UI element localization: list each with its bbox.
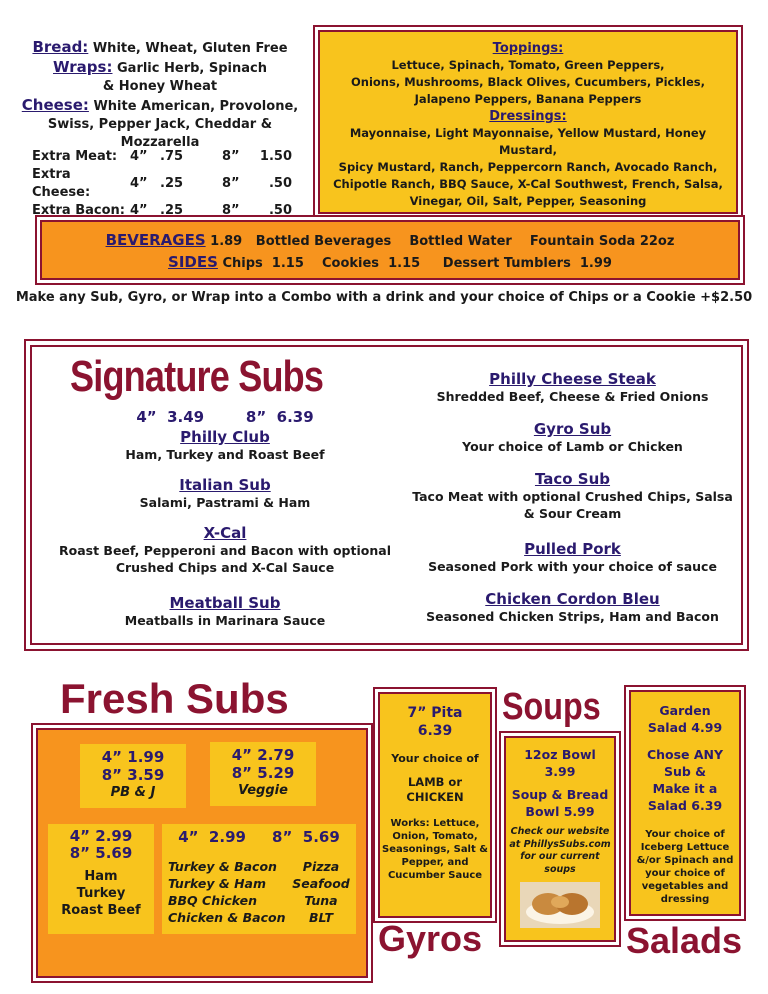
item-name: Philly Club xyxy=(180,428,270,446)
cheese-label: Cheese: xyxy=(21,96,89,114)
item-name: Taco Sub xyxy=(534,470,611,488)
price-line: 3.99 xyxy=(544,764,576,779)
signature-left-column xyxy=(40,428,410,629)
wraps-text: Garlic Herb, Spinach xyxy=(117,61,267,76)
gyro-choice: Your choice of xyxy=(391,752,479,765)
dressings-line: Chipotle Ranch, BBQ Sauce, X-Cal Southwest, French, Salsa, xyxy=(333,177,723,191)
signature-prices: 4” 3.49 8” 6.39 xyxy=(136,408,314,426)
extra-price: .25 xyxy=(160,203,184,218)
price-line: Bowl 5.99 xyxy=(525,804,595,819)
salad-desc: &/or Spinach and xyxy=(636,855,734,866)
gyros-box xyxy=(378,692,492,918)
ham-box xyxy=(48,824,154,934)
menu-item xyxy=(40,428,410,476)
item-desc: Crushed Chips and X-Cal Sauce xyxy=(115,560,335,575)
extra-row xyxy=(32,202,292,220)
cheese-text: White American, Provolone, xyxy=(93,99,299,114)
extra-price: .25 xyxy=(160,176,184,191)
item-name: Ham xyxy=(84,869,118,884)
dressings-line: Vinegar, Oil, Salt, Pepper, Seasoning xyxy=(409,194,647,208)
price-line: 12oz Bowl xyxy=(524,747,596,762)
gyro-option: CHICKEN xyxy=(406,790,464,804)
item-name: Tuna xyxy=(304,893,338,908)
toppings-line: Jalapeno Peppers, Banana Peppers xyxy=(414,92,642,106)
extra-size: 4” xyxy=(130,203,148,218)
salad-desc: vegetables and xyxy=(641,881,729,892)
extra-price: .50 xyxy=(268,176,292,191)
item-name: BLT xyxy=(309,910,333,925)
menu-item xyxy=(400,470,745,540)
dressings-line: Mayonnaise, Light Mayonnaise, Yellow Mustard, Honey Mustard, xyxy=(349,126,707,157)
gyros-title: Gyros xyxy=(378,918,483,959)
menu-item xyxy=(400,540,745,590)
extra-price: .75 xyxy=(160,149,184,164)
price-line: 8” 5.69 xyxy=(69,844,133,862)
item-name: PB & J xyxy=(110,785,156,800)
extra-row xyxy=(32,148,292,166)
beverages-text: 1.89 Bottled Beverages Bottled Water Fountain Soda 22oz xyxy=(210,234,675,249)
item-name: Philly Cheese Steak xyxy=(489,370,656,388)
extra-size: 8” xyxy=(222,203,240,218)
price-line: 8” 3.59 xyxy=(101,766,165,784)
price-line: 7” Pita xyxy=(407,705,463,721)
gyro-works: Works: Lettuce, xyxy=(390,818,480,829)
toppings-box xyxy=(318,30,738,214)
price-line: 6.39 xyxy=(417,723,453,739)
menu-item xyxy=(40,594,410,629)
item-desc: Seasoned Pork with your choice of sauce xyxy=(428,559,717,574)
item-desc: Taco Meat with optional Crushed Chips, Salsa xyxy=(412,489,733,504)
item-name: BBQ Chicken xyxy=(168,893,258,908)
menu-item xyxy=(40,524,410,594)
gyro-works: Seasonings, Salt & xyxy=(382,844,488,855)
extra-price: 1.50 xyxy=(259,149,292,164)
soup-bowl-image xyxy=(520,882,600,928)
dressings-heading: Dressings: xyxy=(489,109,567,124)
wraps-text-2: & Honey Wheat xyxy=(102,79,218,94)
price-line: 4” 2.79 xyxy=(231,746,295,764)
soup-note: for our current xyxy=(520,851,600,862)
menu-item xyxy=(40,476,410,524)
item-name: Pizza xyxy=(302,859,340,874)
salad-desc: dressing xyxy=(660,894,710,905)
salad-desc: your choice of xyxy=(645,868,725,879)
extra-name: Extra Cheese: xyxy=(32,167,91,200)
price-line: Salad 6.39 xyxy=(647,798,723,813)
beverages-heading: BEVERAGES xyxy=(105,231,206,249)
item-name: X-Cal xyxy=(203,524,247,542)
soup-note: soups xyxy=(544,863,576,875)
item-name: Turkey & Ham xyxy=(168,876,266,891)
combo-left-list xyxy=(168,858,285,926)
extra-name: Extra Bacon: xyxy=(32,203,125,218)
extra-name: Extra Meat: xyxy=(32,149,118,164)
combo-note: Make any Sub, Gyro, or Wrap into a Combo with a drink and your choice of Chips or a Cookie +$2.50 xyxy=(15,290,753,305)
price-line: Soup & Bread xyxy=(511,787,609,802)
veggie-box xyxy=(210,742,316,806)
item-desc: & Sour Cream xyxy=(523,506,622,521)
gyro-works: Cucumber Sauce xyxy=(387,870,483,881)
cheese-text-2: Swiss, Pepper Jack, Cheddar & Mozzarella xyxy=(47,117,273,150)
price-line: Make it a xyxy=(652,781,718,796)
price-line: Chose ANY xyxy=(646,747,724,762)
toppings-line: Onions, Mushrooms, Black Olives, Cucumbers, Pickles, xyxy=(351,75,705,89)
item-desc: Shredded Beef, Cheese & Fried Onions xyxy=(436,389,709,404)
salads-box xyxy=(629,690,741,916)
menu-item xyxy=(400,370,745,420)
item-desc: Meatballs in Marinara Sauce xyxy=(124,613,326,628)
item-desc: Seasoned Chicken Strips, Ham and Bacon xyxy=(426,609,719,624)
item-desc: Ham, Turkey and Roast Beef xyxy=(125,447,325,462)
bread-label: Bread: xyxy=(32,38,89,56)
item-name: Italian Sub xyxy=(179,476,271,494)
extra-size: 4” xyxy=(130,149,148,164)
toppings-heading: Toppings: xyxy=(492,41,564,56)
item-desc: Your choice of Lamb or Chicken xyxy=(462,439,683,454)
extra-size: 4” xyxy=(130,176,148,191)
extra-size: 8” xyxy=(222,149,240,164)
item-desc: Roast Beef, Pepperoni and Bacon with optional xyxy=(59,543,391,558)
price-line: Garden xyxy=(659,703,711,718)
pbj-box xyxy=(80,744,186,808)
fresh-subs-title: Fresh Subs xyxy=(60,675,289,722)
item-name: Veggie xyxy=(238,783,288,798)
gyro-option: LAMB or xyxy=(407,775,462,789)
fresh-subs-box xyxy=(36,728,368,978)
salad-desc: Your choice of xyxy=(645,829,725,840)
toppings-line: Lettuce, Spinach, Tomato, Green Peppers, xyxy=(391,58,665,72)
extra-size: 8” xyxy=(222,176,240,191)
item-name: Chicken & Bacon xyxy=(168,910,286,925)
bread-options xyxy=(10,38,310,152)
salad-desc: Iceberg Lettuce xyxy=(640,842,730,853)
item-name: Chicken Cordon Bleu xyxy=(485,590,660,608)
beverages-box xyxy=(40,220,740,280)
sides-heading: SIDES xyxy=(168,253,218,271)
price-line: 4” 2.99 xyxy=(69,827,133,845)
signature-title: Signature Subs xyxy=(70,352,324,401)
item-name: Turkey & Bacon xyxy=(168,859,277,874)
soup-note: Check our website xyxy=(510,826,610,837)
price-line: 4” 1.99 xyxy=(101,748,165,766)
soups-box xyxy=(504,736,616,942)
item-name: Roast Beef xyxy=(61,903,141,918)
extra-row xyxy=(32,166,292,202)
sides-text: Chips 1.15 Cookies 1.15 Dessert Tumblers 1.99 xyxy=(222,256,612,271)
signature-right-column xyxy=(400,370,745,625)
item-name: Meatball Sub xyxy=(169,594,281,612)
extra-price: .50 xyxy=(268,203,292,218)
dressings-line: Spicy Mustard, Ranch, Peppercorn Ranch, Avocado Ranch, xyxy=(338,160,718,174)
bread-text: White, Wheat, Gluten Free xyxy=(92,41,288,56)
soups-title: Soups xyxy=(502,686,601,728)
extras-table xyxy=(32,148,292,220)
combo-subs-box xyxy=(162,824,356,934)
menu-item xyxy=(400,590,745,625)
price-line: 4” 2.99 8” 5.69 xyxy=(178,828,340,846)
salads-title: Salads xyxy=(626,920,743,961)
item-name: Gyro Sub xyxy=(533,420,612,438)
item-name: Seafood xyxy=(292,876,350,891)
price-line: Salad 4.99 xyxy=(647,720,723,735)
item-desc: Salami, Pastrami & Ham xyxy=(139,495,311,510)
item-name: Pulled Pork xyxy=(524,540,621,558)
menu-item xyxy=(400,420,745,470)
price-line: 8” 5.29 xyxy=(231,764,295,782)
gyro-works: Onion, Tomato, xyxy=(392,831,478,842)
item-name: Turkey xyxy=(76,886,126,901)
soup-note: at PhillysSubs.com xyxy=(509,838,611,850)
gyro-works: Pepper, and xyxy=(401,857,469,868)
price-line: Sub & xyxy=(663,764,707,779)
combo-right-list xyxy=(290,858,352,926)
wraps-label: Wraps: xyxy=(53,58,113,76)
